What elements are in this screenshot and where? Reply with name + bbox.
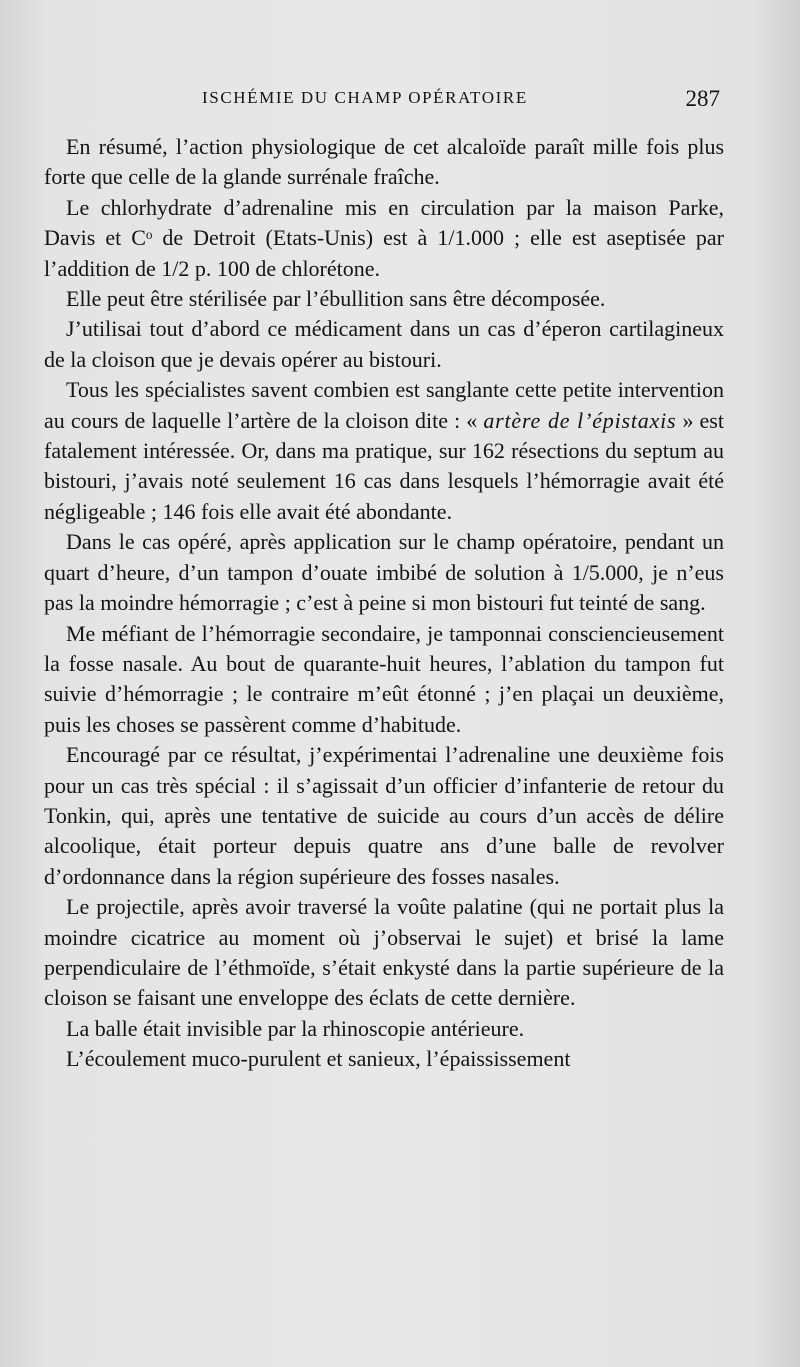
paragraph: En résumé, l’action physiologique de cet alcaloïde paraît mille fois plus forte que celle de la glande surrénale fraîche. — [44, 134, 724, 190]
paragraph: Dans le cas opéré, après application sur le champ opératoire, pendant un quart d’heure, d’un tampon d’ouate imbibé de solution à 1/5.000, je n’eus pas la moindre hémorragie ; c’est à peine si mon bistouri fut teinté de sang. — [44, 529, 724, 616]
running-title: ISCHÉMIE DU CHAMP OPÉRATOIRE — [202, 88, 528, 107]
paragraph — [44, 375, 724, 527]
paragraph-text: Tous les spécialistes savent combien est sanglante cette petite intervention au cours de laquelle l’artère de la cloison dite : « — [44, 377, 724, 433]
paragraph: Elle peut être stérilisée par l’ébullition sans être décomposée. — [66, 286, 606, 312]
running-header — [40, 86, 720, 116]
page-number: 287 — [685, 86, 720, 111]
paragraph: La balle était invisible par la rhinoscopie antérieure. — [66, 1015, 525, 1041]
paragraph: Encouragé par ce résultat, j’expérimentai l’adrenaline une deuxième fois pour un cas très spécial : il s’agissait d’un officier d’infanterie de retour du Tonkin, qui, après une tentative de suicide au cours d’un accès de délire alcoolique, était porteur depuis quatre ans d’une balle de revolver d’ordonnance dans la région supérieure des fosses nasales. — [44, 742, 724, 889]
body-text — [44, 132, 724, 1075]
italic-term: artère de l’épistaxis — [483, 407, 677, 433]
paragraph: J’utilisai tout d’abord ce médicament dans un cas d’éperon cartilagineux de la cloison que je devais opérer au bistouri. — [44, 316, 724, 372]
paragraph: Le chlorhydrate d’adrenaline mis en circulation par la maison Parke, Davis et Cᵒ de Detroit (Etats-Unis) est à 1/1.000 ; elle est aseptisée par l’addition de 1/2 p. 100 de chlorétone. — [44, 194, 724, 281]
paragraph-text: » est fatalement intéressée. Or, dans ma pratique, sur 162 résections du septum au bistouri, j’avais noté seulement 16 cas dans lesquels l’hémorragie avait été négligeable ; 146 fois elle avait été abondante. — [44, 407, 724, 524]
paragraph: Me méfiant de l’hémorragie secondaire, je tamponnai consciencieusement la fosse nasale. Au bout de quarante-huit heures, l’ablation du tampon fut suivie d’hémorragie ; le contraire m’eût étonné ; j’en plaçai un deuxième, puis les choses se passèrent comme d’habitude. — [44, 620, 724, 737]
paragraph: L’écoulement muco-purulent et sanieux, l’épaississement — [66, 1046, 571, 1072]
paragraph: Le projectile, après avoir traversé la voûte palatine (qui ne portait plus la moindre cicatrice au moment où j’observai le sujet) et brisé la lame perpendiculaire de l’éthmoïde, s’était enkysté dans la partie supérieure de la cloison se faisant une enveloppe des éclats de cette dernière. — [44, 894, 724, 1011]
